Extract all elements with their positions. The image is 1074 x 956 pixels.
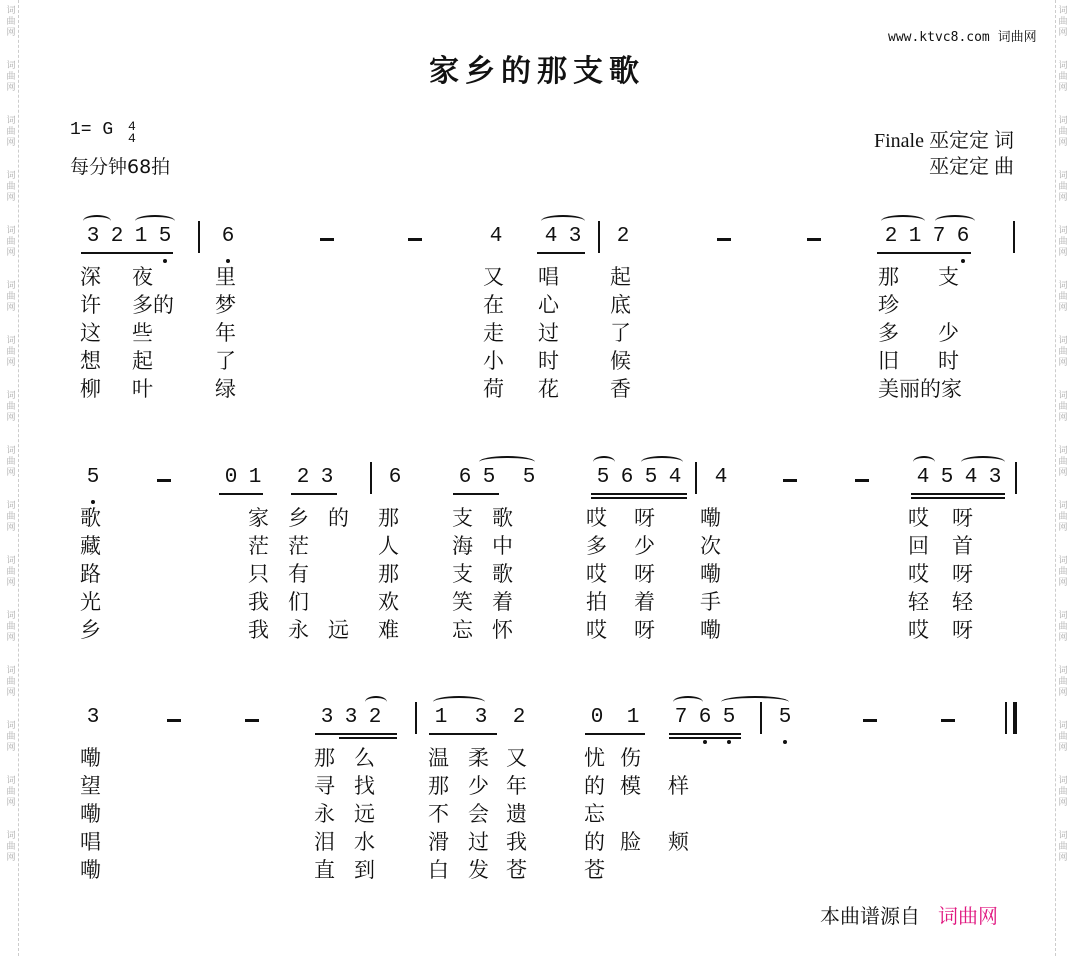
lyric-syllable: 哎 (586, 562, 607, 586)
lyric-syllable: 我 (248, 590, 269, 614)
watermark-text: 词 曲 网 (1058, 611, 1068, 643)
time-signature (128, 121, 136, 145)
lyric-syllable: 伤 (620, 746, 641, 770)
lyric-syllable: 叶 (132, 377, 153, 401)
lyric-syllable: 乡 (80, 618, 101, 642)
lyric-syllable: 时 (538, 349, 559, 373)
eighth-underline (81, 252, 173, 254)
lyric-syllable: 夜 (132, 265, 153, 289)
lower-octave-dot (163, 259, 167, 263)
note: 3 (86, 225, 100, 248)
note: 0 (224, 466, 238, 489)
lyric-syllable: 的 (584, 774, 605, 798)
note: 1 (248, 466, 262, 489)
credits (874, 128, 1014, 180)
lyric-syllable: 嘞 (80, 802, 101, 826)
note: 0 (590, 706, 604, 729)
lyric-syllable: 苍 (584, 858, 605, 882)
sixteenth-underline (911, 497, 1005, 499)
lyric-syllable: 梦 (215, 293, 236, 317)
sustain-dash (408, 238, 422, 241)
note: 6 (458, 466, 472, 489)
sustain-dash (807, 238, 821, 241)
watermark-text: 词 曲 网 (1058, 226, 1068, 258)
lyric-syllable: 难 (378, 618, 399, 642)
lyric-syllable: 哎 (586, 618, 607, 642)
lyric-syllable: 直 (314, 858, 335, 882)
lyric-syllable: 旧 (878, 349, 899, 373)
lyric-syllable: 轻 (952, 590, 973, 614)
watermark-text: 词 曲 网 (6, 336, 16, 368)
lyric-syllable: 发 (468, 858, 489, 882)
watermark-text: 词 曲 网 (6, 446, 16, 478)
lyric-syllable: 又 (506, 746, 527, 770)
eighth-underline (291, 493, 337, 495)
watermark-text: 词 曲 网 (6, 666, 16, 698)
watermark-text: 词 曲 网 (1058, 501, 1068, 533)
lyric-syllable: 我 (506, 830, 527, 854)
lyric-syllable: 的 (328, 506, 349, 530)
lyric-syllable: 寻 (314, 774, 335, 798)
lyric-syllable: 年 (215, 321, 236, 345)
lyric-syllable: 那 (878, 265, 899, 289)
key-label: 1= G (70, 120, 114, 140)
lyric-syllable: 香 (610, 377, 631, 401)
lyric-syllable: 呀 (634, 562, 655, 586)
note: 3 (344, 706, 358, 729)
sustain-dash (167, 719, 181, 722)
lyric-syllable: 茫 (248, 534, 269, 558)
lyric-syllable: 中 (492, 534, 513, 558)
footer (820, 900, 998, 929)
slur (83, 215, 111, 227)
lyric-syllable: 苍 (506, 858, 527, 882)
eighth-underline (877, 252, 971, 254)
footer-brand-link[interactable]: 词曲网 (938, 904, 998, 928)
lyric-syllable: 柔 (468, 746, 489, 770)
note: 5 (482, 466, 496, 489)
lyric-syllable: 怀 (492, 618, 513, 642)
watermark-text: 词 曲 网 (1058, 6, 1068, 38)
lyric-syllable: 忘 (452, 618, 473, 642)
sixteenth-underline (591, 497, 687, 499)
bar-line (370, 462, 372, 494)
lyric-syllable: 海 (452, 534, 473, 558)
lyric-syllable: 歌 (80, 506, 101, 530)
lyric-syllable: 荷 (483, 377, 504, 401)
lyric-syllable: 歌 (492, 562, 513, 586)
watermark-text: 词 曲 网 (1058, 171, 1068, 203)
sixteenth-underline (339, 737, 397, 739)
lyric-syllable: 不 (428, 802, 449, 826)
eighth-underline (669, 733, 741, 735)
lower-octave-dot (703, 740, 707, 744)
final-bar-line (1005, 702, 1007, 734)
lyric-syllable: 光 (80, 590, 101, 614)
note: 3 (320, 706, 334, 729)
watermark-text: 词 曲 网 (6, 611, 16, 643)
lyric-syllable: 茫 (288, 534, 309, 558)
lyric-syllable: 回 (908, 534, 929, 558)
note: 4 (714, 466, 728, 489)
bar-line (598, 221, 600, 253)
note: 4 (544, 225, 558, 248)
lyric-syllable: 多的 (132, 293, 174, 317)
watermark-text: 词 曲 网 (1058, 281, 1068, 313)
lyric-syllable: 手 (700, 590, 721, 614)
note: 5 (722, 706, 736, 729)
lyric-syllable: 到 (354, 858, 375, 882)
lyric-syllable: 们 (288, 590, 309, 614)
watermark-text: 词 曲 网 (6, 501, 16, 533)
lyric-syllable: 这 (80, 321, 101, 345)
note: 6 (221, 225, 235, 248)
lyric-syllable: 忘 (584, 802, 605, 826)
lyric-syllable: 呀 (634, 506, 655, 530)
slur (479, 456, 535, 468)
slur (881, 215, 925, 227)
lyric-syllable: 轻 (908, 590, 929, 614)
lyric-syllable: 过 (468, 830, 489, 854)
note: 1 (134, 225, 148, 248)
lyric-syllable: 哎 (908, 618, 929, 642)
lyric-syllable: 过 (538, 321, 559, 345)
lyric-syllable: 呀 (952, 562, 973, 586)
lyric-syllable: 年 (506, 774, 527, 798)
note: 3 (988, 466, 1002, 489)
lyric-syllable: 嘞 (700, 562, 721, 586)
watermark-text: 词 曲 网 (1058, 721, 1068, 753)
slur (593, 456, 615, 468)
site-url[interactable]: www.ktvc8.com 词曲网 (888, 30, 1037, 45)
lyric-syllable: 永 (288, 618, 309, 642)
lyric-syllable: 那 (314, 746, 335, 770)
watermark-text: 词 曲 网 (6, 281, 16, 313)
right-watermark-strip (1055, 0, 1070, 956)
watermark-text: 词 曲 网 (1058, 336, 1068, 368)
note: 4 (668, 466, 682, 489)
note: 1 (434, 706, 448, 729)
song-title: 家乡的那支歌 (429, 54, 645, 89)
note: 3 (86, 706, 100, 729)
lyric-syllable: 忧 (584, 746, 605, 770)
lyric-syllable: 藏 (80, 534, 101, 558)
note: 5 (644, 466, 658, 489)
note: 6 (620, 466, 634, 489)
lower-octave-dot (961, 259, 965, 263)
sustain-dash (320, 238, 334, 241)
lyric-syllable: 水 (354, 830, 375, 854)
lyric-syllable: 望 (80, 774, 101, 798)
tempo: 每分钟68拍 (70, 156, 171, 178)
lyric-syllable: 了 (610, 321, 631, 345)
bar-line (1013, 221, 1015, 253)
lyric-syllable: 呀 (952, 618, 973, 642)
note: 5 (522, 466, 536, 489)
lyric-syllable: 绿 (215, 377, 236, 401)
lyric-syllable: 颊 (668, 830, 689, 854)
watermark-text: 词 曲 网 (1058, 666, 1068, 698)
watermark-text: 词 曲 网 (6, 776, 16, 808)
slur (913, 456, 935, 468)
lyric-syllable: 那 (378, 506, 399, 530)
lyricist-credit: Finale 巫定定 词 (874, 130, 1014, 152)
note: 5 (778, 706, 792, 729)
lyric-syllable: 深 (80, 265, 101, 289)
watermark-text: 词 曲 网 (6, 171, 16, 203)
lyric-syllable: 会 (468, 802, 489, 826)
note: 4 (916, 466, 930, 489)
bar-line (695, 462, 697, 494)
lyric-syllable: 支 (452, 506, 473, 530)
watermark-text: 词 曲 网 (1058, 116, 1068, 148)
lyric-syllable: 起 (610, 265, 631, 289)
lyric-syllable: 泪 (314, 830, 335, 854)
lyric-syllable: 哎 (908, 506, 929, 530)
lyric-syllable: 许 (80, 293, 101, 317)
note: 6 (388, 466, 402, 489)
lyric-syllable: 花 (538, 377, 559, 401)
lyric-syllable: 唱 (538, 265, 559, 289)
lyric-syllable: 欢 (378, 590, 399, 614)
eighth-underline (911, 493, 1005, 495)
lyric-syllable: 永 (314, 802, 335, 826)
lyric-syllable: 首 (952, 534, 973, 558)
lyric-syllable: 珍 (878, 293, 899, 317)
lyric-syllable: 少 (634, 534, 655, 558)
slur (135, 215, 175, 227)
note: 1 (626, 706, 640, 729)
lyric-syllable: 小 (483, 349, 504, 373)
eighth-underline (219, 493, 263, 495)
watermark-text: 词 曲 网 (1058, 556, 1068, 588)
sustain-dash (245, 719, 259, 722)
note: 5 (596, 466, 610, 489)
watermark-text: 词 曲 网 (6, 391, 16, 423)
lyric-syllable: 了 (215, 349, 236, 373)
sustain-dash (941, 719, 955, 722)
lyric-syllable: 些 (132, 321, 153, 345)
lyric-syllable: 人 (378, 534, 399, 558)
note: 5 (940, 466, 954, 489)
note: 2 (110, 225, 124, 248)
watermark-text: 词 曲 网 (1058, 446, 1068, 478)
lyric-syllable: 着 (634, 590, 655, 614)
sixteenth-underline (669, 737, 741, 739)
lyric-syllable: 呀 (634, 618, 655, 642)
eighth-underline (429, 733, 497, 735)
lyric-syllable: 白 (428, 858, 449, 882)
lyric-syllable: 歌 (492, 506, 513, 530)
note: 4 (964, 466, 978, 489)
watermark-text: 词 曲 网 (6, 6, 16, 38)
slur (433, 696, 485, 708)
note: 7 (674, 706, 688, 729)
watermark-text: 词 曲 网 (6, 116, 16, 148)
lyric-syllable: 找 (354, 774, 375, 798)
lyric-syllable: 支 (938, 265, 959, 289)
note: 2 (884, 225, 898, 248)
lyric-syllable: 多 (586, 534, 607, 558)
lyric-syllable: 远 (354, 802, 375, 826)
note: 5 (86, 466, 100, 489)
note: 2 (616, 225, 630, 248)
note: 1 (908, 225, 922, 248)
sustain-dash (863, 719, 877, 722)
note: 3 (320, 466, 334, 489)
lyric-syllable: 哎 (908, 562, 929, 586)
bar-line (1015, 462, 1017, 494)
key-signature (70, 120, 136, 145)
sustain-dash (855, 479, 869, 482)
lyric-syllable: 呀 (952, 506, 973, 530)
sustain-dash (717, 238, 731, 241)
lyric-syllable: 在 (483, 293, 504, 317)
lyric-syllable: 时 (938, 349, 959, 373)
composer-credit: 巫定定 曲 (929, 156, 1014, 178)
lyric-syllable: 模 (620, 774, 641, 798)
slur (541, 215, 585, 227)
lyric-syllable: 样 (668, 774, 689, 798)
lyric-syllable: 嘞 (700, 506, 721, 530)
lyric-syllable: 遗 (506, 802, 527, 826)
lyric-syllable: 哎 (586, 506, 607, 530)
time-sig-top: 4 (128, 119, 136, 134)
note: 5 (158, 225, 172, 248)
lyric-syllable: 走 (483, 321, 504, 345)
lyric-syllable: 嘞 (80, 858, 101, 882)
lyric-syllable: 多 (878, 321, 899, 345)
bar-line (198, 221, 200, 253)
lower-octave-dot (783, 740, 787, 744)
note: 2 (512, 706, 526, 729)
eighth-underline (315, 733, 397, 735)
eighth-underline (537, 252, 585, 254)
lyric-syllable: 家 (248, 506, 269, 530)
lyric-syllable: 那 (378, 562, 399, 586)
eighth-underline (453, 493, 499, 495)
note: 7 (932, 225, 946, 248)
note: 6 (698, 706, 712, 729)
slur (721, 696, 789, 708)
lyric-syllable: 次 (700, 534, 721, 558)
slur (961, 456, 1005, 468)
lyric-syllable: 美丽的家 (878, 377, 962, 401)
watermark-text: 词 曲 网 (6, 831, 16, 863)
watermark-text: 词 曲 网 (1058, 391, 1068, 423)
lyric-syllable: 着 (492, 590, 513, 614)
watermark-text: 词 曲 网 (6, 226, 16, 258)
note: 6 (956, 225, 970, 248)
lyric-syllable: 远 (328, 618, 349, 642)
sustain-dash (157, 479, 171, 482)
lyric-syllable: 乡 (288, 506, 309, 530)
lyric-syllable: 笑 (452, 590, 473, 614)
bar-line (415, 702, 417, 734)
lower-octave-dot (727, 740, 731, 744)
note: 2 (296, 466, 310, 489)
eighth-underline (585, 733, 645, 735)
watermark-text: 词 曲 网 (6, 556, 16, 588)
watermark-text: 词 曲 网 (1058, 61, 1068, 93)
lyric-syllable: 的 (584, 830, 605, 854)
lyric-syllable: 路 (80, 562, 101, 586)
lyric-syllable: 脸 (620, 830, 641, 854)
watermark-text: 词 曲 网 (6, 721, 16, 753)
lyric-syllable: 柳 (80, 377, 101, 401)
lyric-syllable: 心 (538, 293, 559, 317)
lyric-syllable: 拍 (586, 590, 607, 614)
time-sig-bottom: 4 (128, 131, 136, 146)
lyric-syllable: 嘞 (80, 746, 101, 770)
watermark-text: 词 曲 网 (1058, 776, 1068, 808)
note: 4 (489, 225, 503, 248)
lyric-syllable: 唱 (80, 830, 101, 854)
eighth-underline (591, 493, 687, 495)
watermark-text: 词 曲 网 (1058, 831, 1068, 863)
lyric-syllable: 滑 (428, 830, 449, 854)
lyric-syllable: 有 (288, 562, 309, 586)
lyric-syllable: 想 (80, 349, 101, 373)
note: 3 (568, 225, 582, 248)
lyric-syllable: 么 (354, 746, 375, 770)
footer-source: 本曲谱源自 (820, 904, 920, 928)
slur (641, 456, 683, 468)
lyric-syllable: 那 (428, 774, 449, 798)
lyric-syllable: 嘞 (700, 618, 721, 642)
final-bar-line (1013, 702, 1017, 734)
lyric-syllable: 只 (248, 562, 269, 586)
lyric-syllable: 又 (483, 265, 504, 289)
sustain-dash (783, 479, 797, 482)
lyric-syllable: 我 (248, 618, 269, 642)
lyric-syllable: 候 (610, 349, 631, 373)
watermark-text: 词 曲 网 (6, 61, 16, 93)
lyric-syllable: 起 (132, 349, 153, 373)
note: 3 (474, 706, 488, 729)
note: 2 (368, 706, 382, 729)
slur (365, 696, 387, 708)
slur (935, 215, 975, 227)
slur (673, 696, 703, 708)
lyric-syllable: 少 (468, 774, 489, 798)
lyric-syllable: 里 (215, 265, 236, 289)
lyric-syllable: 少 (938, 321, 959, 345)
lyric-syllable: 温 (428, 746, 449, 770)
lyric-syllable: 支 (452, 562, 473, 586)
lyric-syllable: 底 (610, 293, 631, 317)
left-watermark-strip (4, 0, 19, 956)
